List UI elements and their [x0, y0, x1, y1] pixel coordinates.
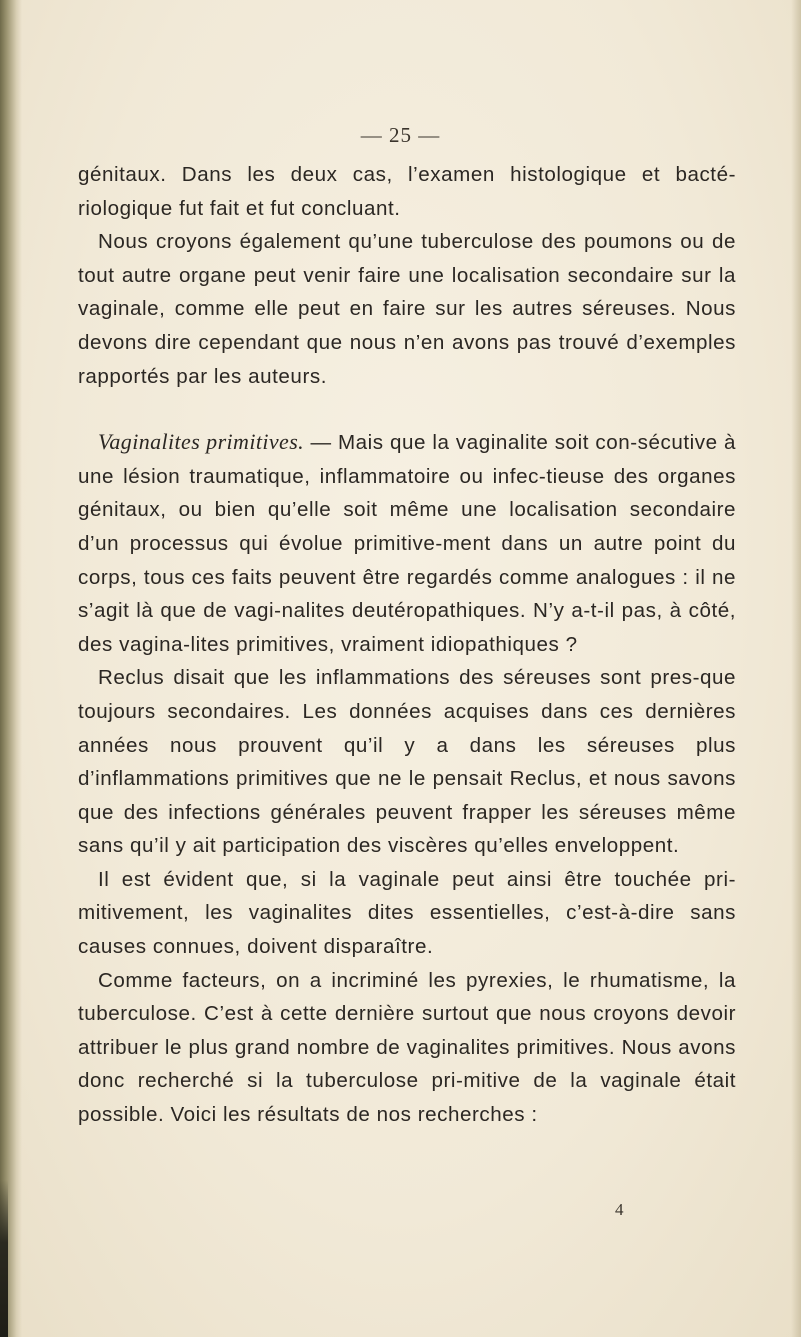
book-spine-shadow [0, 0, 22, 1337]
section-heading: Vaginalites primitives. [98, 429, 305, 455]
paragraph: Nous croyons également qu’une tuberculose des poumons ou de tout autre organe peut venir faire une localisation secondaire sur la vaginale, comme elle peut en faire sur les autres séreuses. Nous devons dire cependant que nous n’en avons pas trouvé d’exemples rapportés par les auteurs. [78, 230, 736, 388]
book-binding-edge [0, 1180, 8, 1337]
body-text [78, 158, 736, 1132]
paragraph: Il est évident que, si la vaginale peut ainsi être touchée pri-mitivement, les vaginalites dites essentielles, c’est-à-dire sans causes connues, doivent disparaître. [78, 867, 736, 959]
paragraph-body: — Mais que la vaginalite soit con-sécutive à une lésion traumatique, inflammatoire ou infec-tieuse des organes génitaux, ou bien qu’elle soit même une localisation secondaire d’un processus qui évolue primitive-ment dans un autre point du corps, tous ces faits peuvent être regardés comme analogues : il ne s’agit là que de vagi-nalites deutéropathiques. N’y a-t-il pas, à côté, des vagina-lites primitives, vraiment idiopathiques ? [78, 431, 737, 656]
paragraph: Comme facteurs, on a incriminé les pyrexies, le rhumatisme, la tuberculose. C’est à cette dernière surtout que nous croyons devoir attribuer le plus grand nombre de vaginalites primitives. Nous avons donc recherché si la tuberculose pri-mitive de la vaginale était possible. Voici les résultats de nos recherches : [78, 968, 736, 1127]
paragraph-vaginalites-primitives [78, 425, 736, 661]
paragraph: Reclus disait que les inflammations des séreuses sont pres-que toujours secondaires. Les données acquises dans ces dernières années nous prouvent qu’il y a dans les séreuses plus d’inflammations primitives que ne le pensait Reclus, et nous savons que des infections générales peuvent frapper les séreuses même sans qu’il y ait participation des viscères qu’elles enveloppent. [78, 666, 736, 858]
page-edge-shadow [791, 0, 801, 1337]
page-number: — 25 — [360, 123, 441, 147]
signature-mark: 4 [615, 1200, 624, 1219]
paragraph-continuation: génitaux. Dans les deux cas, l’examen histologique et bacté-riologique fut fait et fut concluant. [78, 163, 736, 220]
